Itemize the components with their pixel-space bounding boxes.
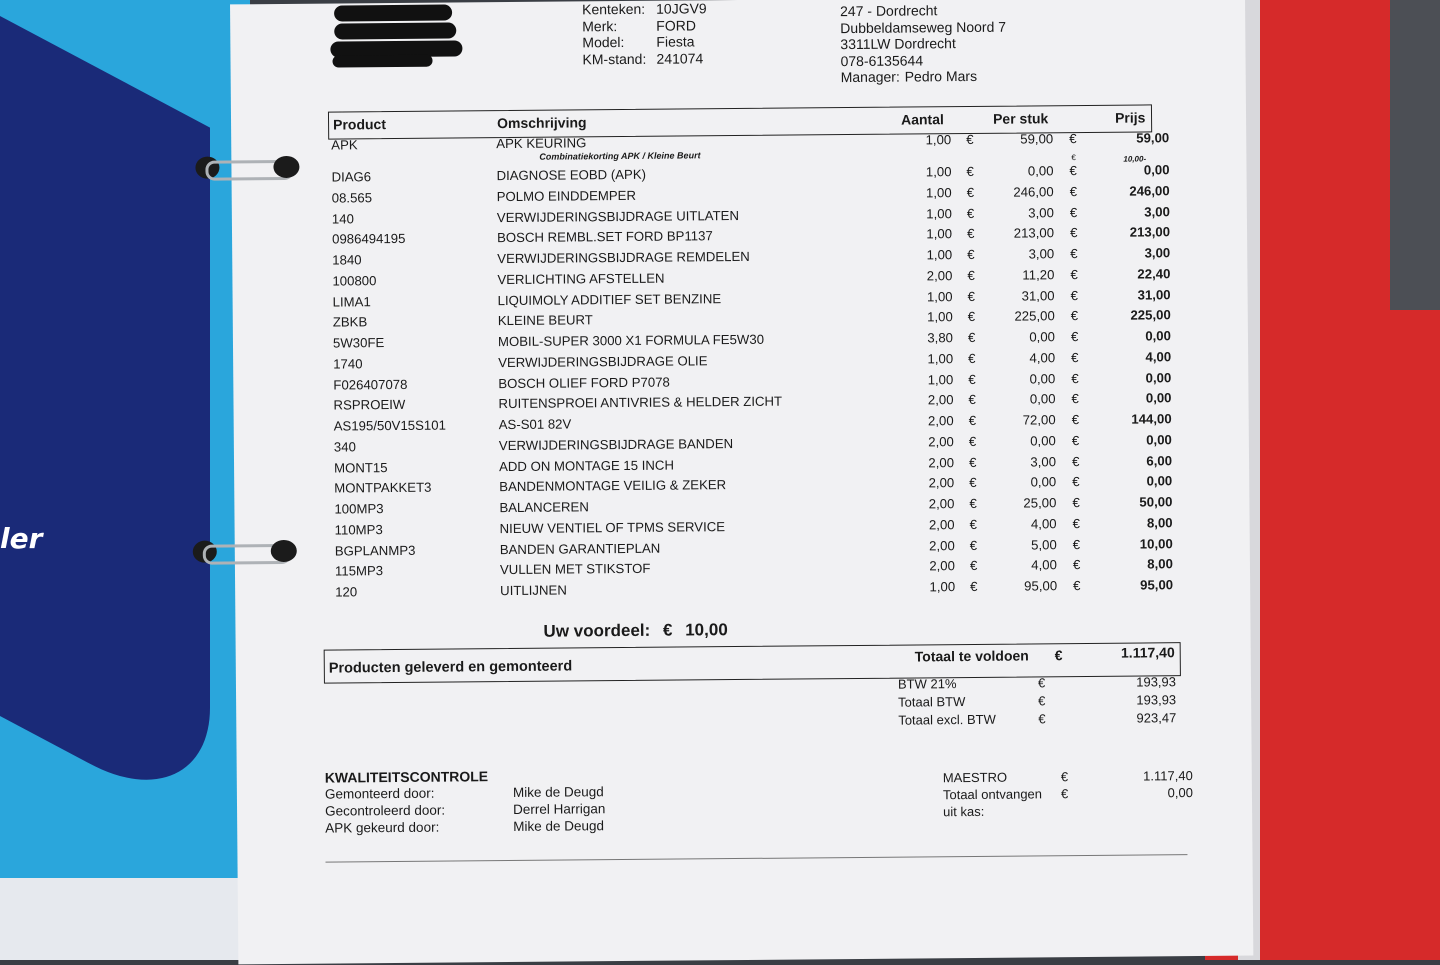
total-currency: € xyxy=(1069,204,1078,220)
garage-street: Dubbeldamseweg Noord 7 xyxy=(840,18,1007,36)
total-currency: € xyxy=(1069,163,1077,179)
product-code: MONT15 xyxy=(333,459,388,476)
discount-value: 10,00- xyxy=(1123,154,1147,164)
quality-row: APK gekeurd door: Mike de Deugd xyxy=(325,818,605,836)
unit-currency: € xyxy=(967,267,975,283)
unit-price: 3,00 xyxy=(1030,453,1057,469)
payment-row: MAESTRO € 1.117,40 xyxy=(942,768,1193,786)
btw-total-currency: € xyxy=(1038,693,1046,709)
quantity: 2,00 xyxy=(928,454,955,470)
quantity: 1,00 xyxy=(926,205,952,221)
unit-currency: € xyxy=(966,131,974,148)
product-description: BANDEN GARANTIEPLAN xyxy=(499,540,661,557)
vehicle-info xyxy=(582,0,707,67)
advantage xyxy=(543,620,727,642)
unit-price: 31,00 xyxy=(1021,287,1055,304)
vehicle-model: Model: Fiesta xyxy=(582,33,695,51)
unit-price: 59,00 xyxy=(1020,131,1054,147)
btw-total-label: Totaal BTW xyxy=(898,694,966,710)
unit-currency: € xyxy=(967,309,976,325)
total-currency: € xyxy=(1072,474,1080,490)
product-description: RUITENSPROEI ANTIVRIES & HELDER ZICHT xyxy=(498,393,783,412)
divider xyxy=(326,854,1188,863)
btw-total-value: 193,93 xyxy=(1136,692,1177,708)
unit-currency: € xyxy=(969,475,977,491)
excl-btw-label: Totaal excl. BTW xyxy=(898,711,996,728)
unit-currency: € xyxy=(966,226,975,242)
excl-btw-row xyxy=(898,710,1178,730)
product-code: APK xyxy=(331,137,358,153)
product-code: MONTPAKKET3 xyxy=(334,479,432,496)
advantage-value: 10,00 xyxy=(685,620,728,640)
advantage-currency: € xyxy=(662,620,673,640)
redacted-name xyxy=(334,4,452,21)
binder-bottom xyxy=(0,878,240,960)
unit-price: 0,00 xyxy=(1030,474,1057,490)
line-total: 95,00 xyxy=(1140,577,1174,593)
garage-phone: 078-6135644 xyxy=(840,51,924,69)
unit-price: 0,00 xyxy=(1029,391,1056,407)
product-code: 115MP3 xyxy=(334,563,384,579)
product-description: MOBIL-SUPER 3000 X1 FORMULA FE5W30 xyxy=(497,331,765,350)
unit-currency: € xyxy=(967,329,976,346)
unit-price: 3,00 xyxy=(1028,246,1055,262)
unit-currency: € xyxy=(970,578,978,594)
total-currency: € xyxy=(1070,287,1078,303)
product-code: 120 xyxy=(335,584,358,600)
product-code: 08.565 xyxy=(331,189,373,206)
product-description: VULLEN MET STIKSTOF xyxy=(499,561,651,578)
unit-currency: € xyxy=(966,184,975,200)
line-total: 0,00 xyxy=(1145,369,1172,385)
total-currency: € xyxy=(1070,266,1078,282)
excl-btw-value: 923,47 xyxy=(1136,710,1177,726)
total-currency: € xyxy=(1069,183,1078,199)
unit-price: 0,00 xyxy=(1027,163,1054,179)
product-description: VERLICHTING AFSTELLEN xyxy=(497,270,665,287)
unit-price: 0,00 xyxy=(1029,329,1056,345)
total-currency: € xyxy=(1071,370,1079,386)
total-value: 1.117,40 xyxy=(1120,644,1175,661)
col-omschrijving: Omschrijving xyxy=(496,114,587,132)
total-currency: € xyxy=(1072,495,1080,511)
total-currency: € xyxy=(1070,329,1079,345)
line-total: 31,00 xyxy=(1137,286,1171,303)
unit-currency: € xyxy=(968,392,976,408)
product-description: BOSCH REMBL.SET FORD BP1137 xyxy=(497,228,713,246)
quantity: 1,00 xyxy=(927,371,954,387)
product-description: BOSCH OLIEF FORD P7078 xyxy=(498,374,670,391)
line-total: 0,00 xyxy=(1146,431,1172,448)
payment-row: uit kas: xyxy=(943,803,985,820)
redacted-extra xyxy=(332,55,432,68)
total-currency: € xyxy=(1071,453,1080,469)
total-currency: € xyxy=(1071,391,1079,407)
product-description: BALANCEREN xyxy=(499,499,589,516)
quantity: 2,00 xyxy=(929,537,955,553)
unit-currency: € xyxy=(968,454,977,470)
quality-row: Gemonteerd door: Mike de Deugd xyxy=(324,784,604,802)
product-code: BGPLANMP3 xyxy=(334,542,416,559)
product-description: BANDENMONTAGE VEILIG & ZEKER xyxy=(499,477,727,495)
quantity: 2,00 xyxy=(928,433,954,450)
unit-price: 0,00 xyxy=(1030,432,1056,449)
discount-currency: € xyxy=(1071,153,1076,163)
product-code: 100800 xyxy=(332,272,377,289)
line-total: 59,00 xyxy=(1136,130,1170,146)
product-description: AS-S01 82V xyxy=(498,416,572,433)
unit-price: 4,00 xyxy=(1031,557,1058,573)
unit-price: 4,00 xyxy=(1030,515,1057,532)
product-description: VERWIJDERINGSBIJDRAGE UITLATEN xyxy=(496,207,740,225)
product-description: VERWIJDERINGSBIJDRAGE BANDEN xyxy=(498,435,734,453)
total-label: Totaal te voldoen xyxy=(914,647,1029,665)
unit-price: 225,00 xyxy=(1014,308,1055,324)
line-total: 144,00 xyxy=(1131,411,1172,427)
unit-price: 72,00 xyxy=(1022,412,1056,428)
line-total: 246,00 xyxy=(1129,182,1170,199)
vehicle-kenteken: Kenteken: 10JGV9 xyxy=(582,0,707,18)
product-code: 0986494195 xyxy=(332,231,406,247)
total-currency: € xyxy=(1072,536,1081,552)
quantity: 1,00 xyxy=(925,132,952,148)
product-code: 1740 xyxy=(333,356,363,372)
unit-currency: € xyxy=(967,246,975,263)
line-total: 10,00 xyxy=(1139,535,1173,552)
total-currency: € xyxy=(1071,432,1080,448)
unit-price: 3,00 xyxy=(1028,204,1054,220)
quantity: 1,00 xyxy=(925,164,952,180)
quantity: 3,80 xyxy=(927,330,954,346)
total-currency: € xyxy=(1073,578,1081,594)
quantity: 2,00 xyxy=(926,267,953,284)
unit-price: 246,00 xyxy=(1013,183,1054,200)
line-total: 3,00 xyxy=(1144,245,1171,261)
garage-city: 3311LW Dordrecht xyxy=(840,35,956,53)
product-code: ZBKB xyxy=(332,314,368,330)
line-total: 50,00 xyxy=(1139,494,1173,510)
quality-row: Gecontroleerd door: Derrel Harrigan xyxy=(324,801,606,819)
unit-price: 0,00 xyxy=(1029,370,1056,386)
unit-price: 95,00 xyxy=(1024,578,1058,594)
product-code: 140 xyxy=(331,210,354,227)
excl-btw-currency: € xyxy=(1038,711,1046,727)
product-description: KLEINE BEURT xyxy=(497,312,593,329)
product-code: 340 xyxy=(333,439,356,455)
total-currency: € xyxy=(1072,557,1081,573)
advantage-label: Uw voordeel: xyxy=(543,620,651,641)
quality-control xyxy=(325,767,606,837)
quantity: 1,00 xyxy=(926,288,953,304)
unit-currency: € xyxy=(969,516,977,532)
quantity: 1,00 xyxy=(927,350,954,367)
line-total: 0,00 xyxy=(1143,162,1170,178)
total-currency: € xyxy=(1070,308,1079,324)
product-description: UITLIJNEN xyxy=(500,582,567,599)
payment-row: Totaal ontvangen € 0,00 xyxy=(942,785,1193,803)
product-code: AS195/50V15S101 xyxy=(333,417,446,434)
col-aantal: Aantal xyxy=(900,111,944,128)
discount-note: Combinatiekorting APK / Kleine Beurt xyxy=(539,150,701,162)
unit-price: 4,00 xyxy=(1029,349,1056,366)
col-prijs: Prijs xyxy=(1114,109,1146,126)
unit-currency: € xyxy=(967,288,976,304)
product-description: VERWIJDERINGSBIJDRAGE OLIE xyxy=(498,353,708,370)
product-code: RSPROEIW xyxy=(333,397,406,413)
total-currency: € xyxy=(1069,131,1077,147)
delivered-label: Producten geleverd en gemonteerd xyxy=(328,658,573,677)
vehicle-merk: Merk: FORD xyxy=(582,16,696,34)
line-total: 0,00 xyxy=(1146,473,1173,489)
vehicle-km: KM-stand: 241074 xyxy=(582,49,704,67)
product-code: 5W30FE xyxy=(332,335,385,351)
product-code: F026407078 xyxy=(333,376,408,393)
unit-currency: € xyxy=(966,163,974,180)
unit-currency: € xyxy=(966,205,975,221)
product-description: APK KEURING xyxy=(496,135,587,152)
line-total: 22,40 xyxy=(1137,265,1171,282)
quantity: 2,00 xyxy=(928,516,955,533)
col-per-stuk: Per stuk xyxy=(992,110,1049,127)
line-total: 213,00 xyxy=(1129,224,1171,240)
invoice-page xyxy=(230,0,1253,964)
quantity: 2,00 xyxy=(927,413,954,429)
quantity: 1,00 xyxy=(929,579,956,595)
line-total: 8,00 xyxy=(1146,514,1173,531)
binder-cover-shape xyxy=(0,0,210,828)
unit-price: 11,20 xyxy=(1022,266,1055,283)
product-code: DIAG6 xyxy=(331,169,372,185)
unit-currency: € xyxy=(969,558,978,574)
quantity: 1,00 xyxy=(926,226,953,242)
quantity: 2,00 xyxy=(928,496,955,512)
quantity: 2,00 xyxy=(929,558,956,574)
product-description: NIEUW VENTIEL OF TPMS SERVICE xyxy=(499,518,726,536)
total-currency: € xyxy=(1070,246,1078,262)
btw-value: 193,93 xyxy=(1136,674,1177,690)
quality-title: KWALITEITSCONTROLE xyxy=(324,768,489,786)
line-total: 225,00 xyxy=(1130,307,1171,323)
product-code: 110MP3 xyxy=(334,521,383,538)
unit-price: 5,00 xyxy=(1031,536,1057,552)
line-total: 3,00 xyxy=(1144,203,1170,219)
product-code: 100MP3 xyxy=(334,501,384,517)
garage-info xyxy=(840,2,1006,86)
binder-cover-text: ler xyxy=(0,522,43,555)
line-total: 0,00 xyxy=(1145,328,1172,344)
quantity: 2,00 xyxy=(928,475,955,491)
line-total: 4,00 xyxy=(1145,348,1172,365)
quantity: 1,00 xyxy=(925,184,952,201)
product-description: VERWIJDERINGSBIJDRAGE REMDELEN xyxy=(497,248,750,267)
total-currency: € xyxy=(1071,349,1079,365)
total-currency: € xyxy=(1054,647,1063,664)
product-description: ADD ON MONTAGE 15 INCH xyxy=(498,457,675,474)
unit-currency: € xyxy=(968,371,976,387)
unit-currency: € xyxy=(969,537,978,553)
background-surface xyxy=(1390,0,1440,310)
garage-manager: Manager: Pedro Mars xyxy=(840,67,978,86)
col-product: Product xyxy=(333,116,387,133)
total-currency: € xyxy=(1069,225,1078,241)
unit-price: 25,00 xyxy=(1023,495,1057,511)
total-currency: € xyxy=(1071,412,1080,428)
unit-price: 213,00 xyxy=(1013,225,1055,241)
redacted-address xyxy=(334,22,456,39)
quantity: 1,00 xyxy=(927,309,953,325)
product-code: LIMA1 xyxy=(332,293,371,310)
quantity: 1,00 xyxy=(926,247,953,263)
line-total: 0,00 xyxy=(1145,390,1172,406)
garage-branch: 247 - Dordrecht xyxy=(840,2,938,20)
btw-currency: € xyxy=(1037,675,1046,691)
line-total: 8,00 xyxy=(1147,556,1174,572)
unit-currency: € xyxy=(968,433,977,449)
unit-currency: € xyxy=(968,350,976,366)
total-currency: € xyxy=(1072,515,1080,531)
btw-label: BTW 21% xyxy=(897,676,957,692)
product-description: DIAGNOSE EOBD (APK) xyxy=(496,166,647,184)
product-description: POLMO EINDDEMPER xyxy=(496,187,636,204)
product-description: LIQUIMOLY ADDITIEF SET BENZINE xyxy=(497,290,722,308)
product-code: 1840 xyxy=(332,252,362,268)
quantity: 2,00 xyxy=(927,392,954,408)
unit-currency: € xyxy=(968,412,977,428)
unit-currency: € xyxy=(969,495,977,511)
line-total: 6,00 xyxy=(1146,452,1173,468)
